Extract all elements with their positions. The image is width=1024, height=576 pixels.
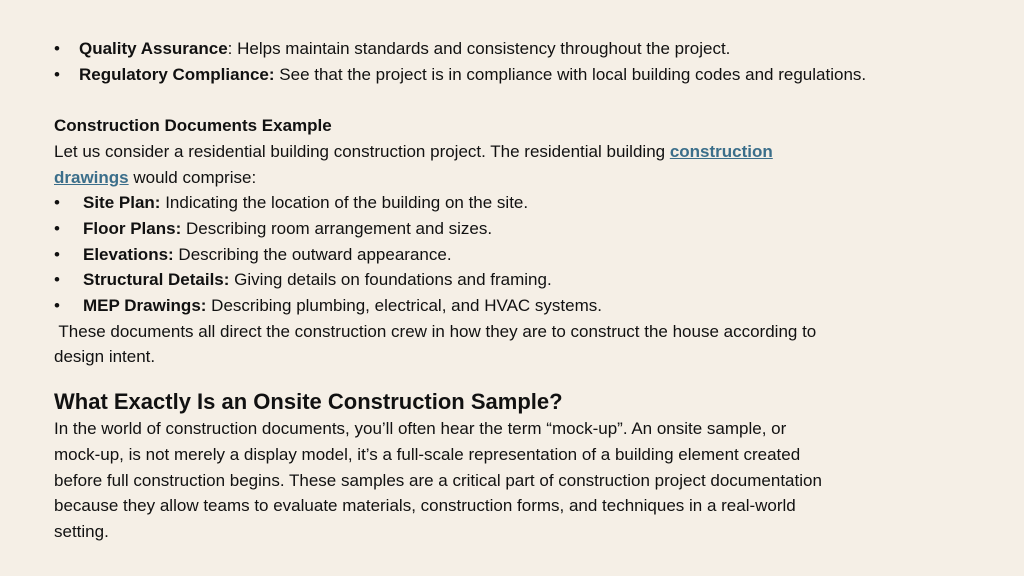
- bullet-icon: •: [54, 244, 60, 264]
- list-item-site-plan: [54, 190, 994, 216]
- document-content: [54, 36, 994, 545]
- bullet-icon: •: [54, 218, 60, 238]
- item-term: Elevations:: [83, 244, 174, 264]
- list-item-floor-plans: [54, 216, 994, 242]
- item-description: Helps maintain standards and consistency throughout the project.: [232, 39, 731, 58]
- item-description: Describing plumbing, electrical, and HVAC systems.: [206, 296, 602, 316]
- item-term: Structural Details:: [83, 270, 230, 290]
- construction-drawings-link[interactable]: construction: [669, 141, 773, 161]
- paragraph-line: mock-up, is not merely a display model, it’s a full-scale representation of a building element created: [54, 444, 801, 464]
- item-description: Describing room arrangement and sizes.: [181, 218, 493, 238]
- bullet-icon: •: [54, 39, 60, 58]
- bullet-icon: •: [54, 64, 60, 84]
- closing-paragraph-line: design intent.: [54, 347, 156, 367]
- bullet-icon: •: [54, 270, 60, 290]
- example-intro-continued: drawings would comprise:: [54, 167, 257, 187]
- paragraph-line: In the world of construction documents, you’ll often hear the term “mock-up”. An onsite sample, or: [54, 419, 787, 439]
- item-description: Describing the outward appearance.: [173, 244, 452, 264]
- item-description: See that the project is in compliance with local building codes and regulations.: [274, 64, 867, 84]
- list-item-quality-assurance: [54, 36, 994, 62]
- bullet-icon: •: [54, 193, 60, 213]
- item-term: Quality Assurance: [79, 39, 228, 58]
- item-term: MEP Drawings:: [83, 296, 207, 316]
- paragraph-line: setting.: [54, 521, 109, 541]
- section-paragraph: [54, 416, 994, 545]
- list-item-mep-drawings: [54, 293, 994, 319]
- bullet-icon: •: [54, 296, 60, 316]
- list-item-regulatory-compliance: [54, 62, 994, 88]
- paragraph-line: before full construction begins. These samples are a critical part of construction project documentation: [54, 470, 822, 490]
- list-item-structural-details: [54, 267, 994, 293]
- item-term: Site Plan:: [83, 193, 161, 213]
- closing-paragraph-line: These documents all direct the construction crew in how they are to construct the house according to: [54, 321, 817, 341]
- list-item-elevations: [54, 242, 994, 268]
- item-separator: :: [227, 39, 233, 58]
- section-heading: What Exactly Is an Onsite Construction Sample?: [54, 389, 563, 415]
- item-description: Giving details on foundations and framing.: [229, 270, 552, 290]
- item-term: Regulatory Compliance:: [79, 64, 275, 84]
- item-term: Floor Plans:: [83, 218, 182, 238]
- example-heading: Construction Documents Example: [54, 116, 332, 136]
- construction-drawings-link-continued[interactable]: drawings: [54, 167, 129, 187]
- paragraph-line: because they allow teams to evaluate materials, construction forms, and techniques in a real-world: [54, 496, 796, 516]
- item-description: Indicating the location of the building on the site.: [160, 193, 529, 213]
- example-intro: Let us consider a residential building construction project. The residential building construction: [54, 141, 773, 161]
